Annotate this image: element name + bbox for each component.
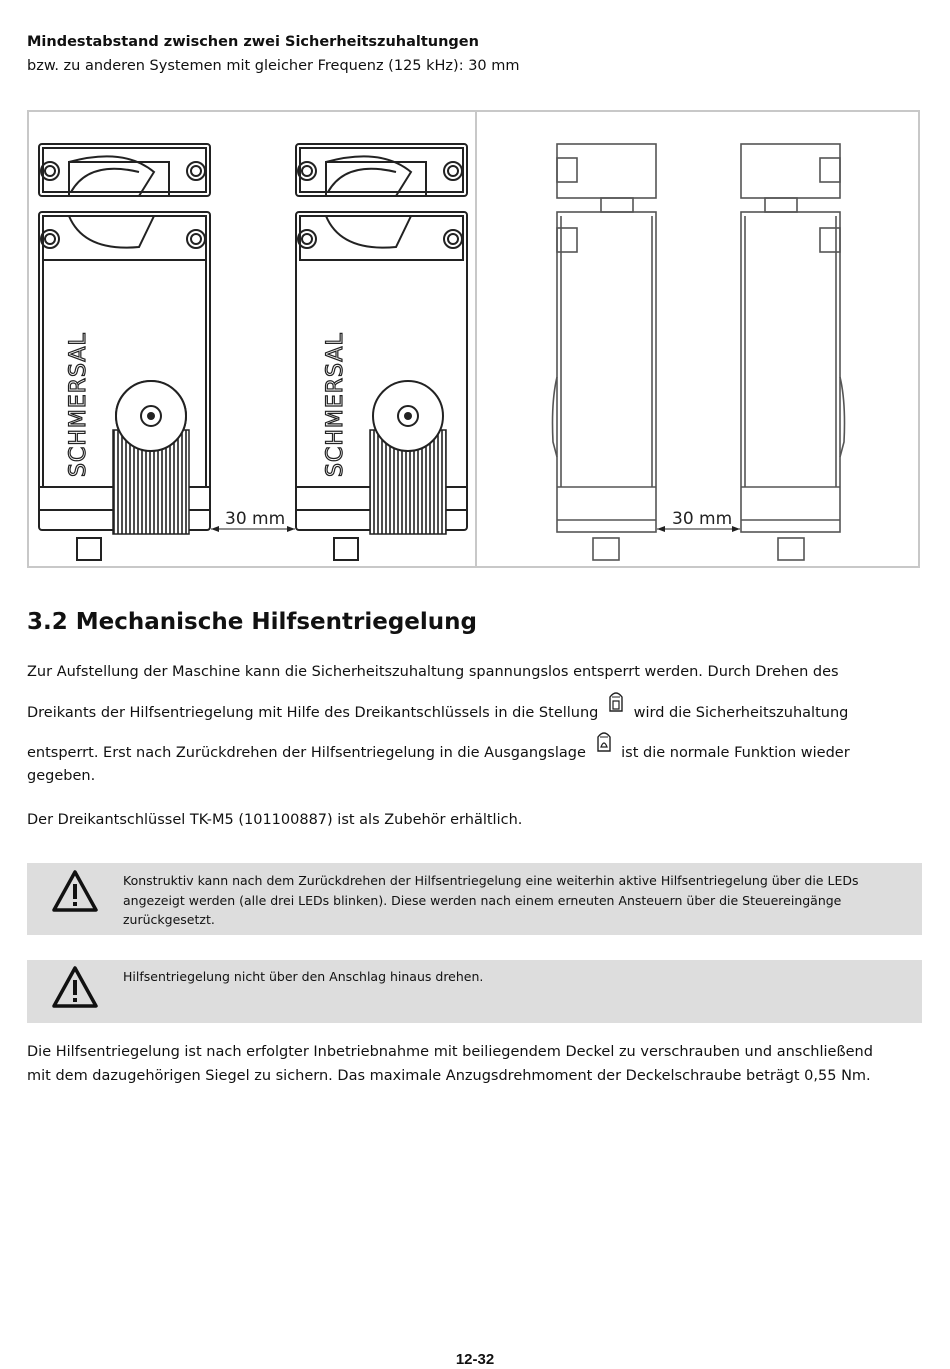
warning-2-text — [123, 967, 883, 987]
header-title: Mindestabstand zwischen zwei Sicherheitszuhaltungen — [27, 34, 479, 50]
page-number: 12-32 — [455, 1351, 495, 1368]
spacing-figure — [27, 110, 920, 568]
paragraph-2: Der Dreikantschlüssel TK-M5 (101100887) ist als Zubehör erhältlich. — [27, 812, 523, 828]
warning-triangle-icon — [51, 869, 99, 913]
warning-box-2 — [27, 960, 922, 1023]
warning-2-line-1: Hilfsentriegelung nicht über den Anschlag hinaus drehen. — [123, 969, 484, 984]
paragraph-1-line-3-start: entsperrt. Erst nach Zurückdrehen der Hilfsentriegelung in die Ausgangslage — [27, 745, 586, 761]
spacing-drawing — [29, 112, 922, 570]
paragraph-3-line-2: mit dem dazugehörigen Siegel zu sichern. Das maximale Anzugsdrehmoment der Deckelschraube beträgt 0,55 Nm. — [27, 1068, 871, 1084]
warning-box-1 — [27, 863, 922, 935]
header-subtitle: bzw. zu anderen Systemen mit gleicher Frequenz (125 kHz): 30 mm — [27, 58, 520, 74]
brand-logo-2: SCHMERSAL — [323, 332, 348, 477]
warning-1-text — [123, 871, 883, 930]
unlock-position-icon — [607, 689, 625, 713]
warning-triangle-icon — [51, 965, 99, 1009]
device-side-1 — [553, 144, 657, 560]
paragraph-3 — [27, 1040, 922, 1088]
device-side-2 — [741, 144, 845, 560]
distance-label-right: 30 mm — [672, 509, 733, 529]
paragraph-1-line-3-end: ist die normale Funktion wieder — [621, 745, 850, 761]
paragraph-1-line-1: Zur Aufstellung der Maschine kann die Sicherheitszuhaltung spannungslos entsperrt werden. Durch Drehen des — [27, 664, 839, 680]
home-position-icon — [595, 729, 613, 753]
warning-1-line-3: zurückgesetzt. — [123, 912, 215, 927]
paragraph-1-line-3 — [27, 739, 922, 763]
distance-label-left: 30 mm — [225, 509, 286, 529]
paragraph-1-line-2-end: wird die Sicherheitszuhaltung — [633, 705, 849, 721]
paragraph-1-line-2-start: Dreikants der Hilfsentriegelung mit Hilfe des Dreikantschlüssels in die Stellung — [27, 705, 599, 721]
brand-logo-1: SCHMERSAL — [66, 332, 91, 477]
warning-1-line-2: angezeigt werden (alle drei LEDs blinken). Diese werden nach einem erneuten Ansteuern über die Steuereingänge — [123, 892, 842, 908]
paragraph-3-line-1: Die Hilfsentriegelung ist nach erfolgter Inbetriebnahme mit beiliegendem Deckel zu verschrauben und anschließend — [27, 1044, 873, 1060]
paragraph-1-line-4: gegeben. — [27, 768, 96, 784]
section-title: 3.2 Mechanische Hilfsentriegelung — [27, 609, 477, 635]
paragraph-1-line-2 — [27, 699, 922, 723]
warning-1-line-1: Konstruktiv kann nach dem Zurückdrehen der Hilfsentriegelung eine weiterhin aktive Hilfsentriegelung über die LEDs — [123, 873, 859, 888]
